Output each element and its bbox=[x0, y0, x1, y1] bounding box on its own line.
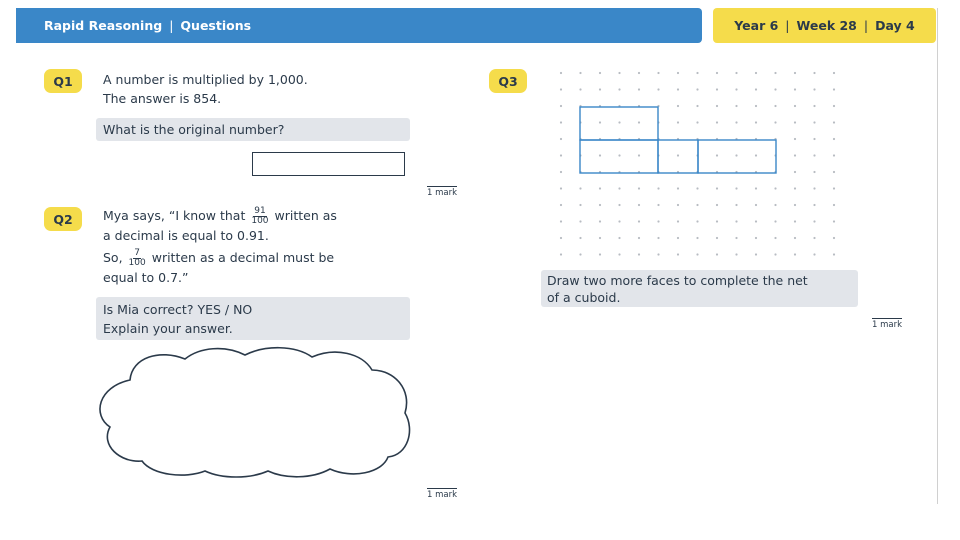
header-subtitle: Questions bbox=[180, 18, 252, 33]
q1-line-2: The answer is 854. bbox=[103, 91, 222, 106]
q3-mark: 1 mark bbox=[872, 320, 903, 330]
grid-dot bbox=[579, 220, 581, 222]
grid-dot bbox=[833, 138, 835, 140]
grid-dot bbox=[813, 204, 815, 206]
q2-line-1-start: Mya says, “I know that bbox=[103, 208, 246, 223]
year-label: Year 6 bbox=[734, 18, 779, 33]
grid-dot bbox=[618, 72, 620, 74]
grid-dot bbox=[716, 121, 718, 123]
grid-dot bbox=[560, 237, 562, 239]
grid-dot bbox=[833, 220, 835, 222]
q1-answer-input[interactable] bbox=[252, 152, 405, 176]
grid-dot bbox=[716, 204, 718, 206]
grid-dot bbox=[657, 237, 659, 239]
page-right-border bbox=[937, 8, 938, 504]
q1-mark: 1 mark bbox=[427, 188, 458, 198]
fraction-7-100 bbox=[129, 249, 146, 268]
q2-line-3-end: written as a decimal must be bbox=[151, 250, 335, 265]
grid-dot bbox=[696, 220, 698, 222]
grid-dot bbox=[696, 253, 698, 255]
grid-dot bbox=[599, 204, 601, 206]
grid-dot bbox=[794, 253, 796, 255]
net-face-1 bbox=[580, 140, 658, 173]
grid-dot bbox=[813, 253, 815, 255]
q1-prompt: What is the original number? bbox=[103, 122, 285, 137]
grid-dot bbox=[696, 105, 698, 107]
grid-dot bbox=[735, 187, 737, 189]
grid-dot bbox=[813, 121, 815, 123]
grid-dot bbox=[833, 253, 835, 255]
grid-dot bbox=[677, 220, 679, 222]
grid-dot bbox=[755, 237, 757, 239]
q2-line-3-start: So, bbox=[103, 250, 123, 265]
grid-dot bbox=[560, 253, 562, 255]
grid-dot bbox=[599, 88, 601, 90]
grid-dot bbox=[657, 88, 659, 90]
grid-dot bbox=[579, 253, 581, 255]
grid-dot bbox=[560, 154, 562, 156]
grid-dot bbox=[735, 237, 737, 239]
header-bar bbox=[16, 8, 702, 43]
grid-dot bbox=[696, 72, 698, 74]
grid-dot bbox=[774, 237, 776, 239]
grid-dot bbox=[618, 154, 620, 156]
grid-dot bbox=[774, 121, 776, 123]
grid-dot bbox=[735, 88, 737, 90]
q3-dot-grid[interactable] bbox=[540, 60, 850, 265]
grid-dot bbox=[599, 72, 601, 74]
grid-dot bbox=[560, 121, 562, 123]
q2-badge: Q2 bbox=[44, 207, 82, 231]
grid-dot bbox=[716, 237, 718, 239]
grid-dot bbox=[794, 121, 796, 123]
grid-dot bbox=[657, 204, 659, 206]
grid-dot bbox=[735, 204, 737, 206]
header-separator: | bbox=[169, 18, 174, 33]
grid-dot bbox=[657, 220, 659, 222]
grid-dot bbox=[599, 237, 601, 239]
week-label: Week 28 bbox=[796, 18, 857, 33]
grid-dot bbox=[813, 138, 815, 140]
q1-line-1: A number is multiplied by 1,000. bbox=[103, 72, 308, 87]
grid-dot bbox=[560, 204, 562, 206]
grid-dot bbox=[677, 121, 679, 123]
grid-dot bbox=[579, 204, 581, 206]
grid-dot bbox=[560, 187, 562, 189]
grid-dot bbox=[833, 121, 835, 123]
cuboid-net bbox=[580, 107, 776, 173]
grid-dot bbox=[813, 72, 815, 74]
grid-dot bbox=[716, 253, 718, 255]
q1-badge: Q1 bbox=[44, 69, 82, 93]
grid-dot bbox=[677, 253, 679, 255]
grid-dot bbox=[677, 105, 679, 107]
grid-dot bbox=[716, 187, 718, 189]
grid-dot bbox=[716, 154, 718, 156]
grid-dot bbox=[774, 105, 776, 107]
grid-dot bbox=[618, 220, 620, 222]
grid-dot bbox=[755, 105, 757, 107]
q2-prompt-1: Is Mia correct? YES / NO bbox=[103, 302, 253, 317]
grid-dot bbox=[755, 154, 757, 156]
grid-dot bbox=[716, 72, 718, 74]
grid-dot bbox=[716, 105, 718, 107]
q2-mark: 1 mark bbox=[427, 490, 458, 500]
grid-dot bbox=[599, 121, 601, 123]
grid-dot bbox=[696, 88, 698, 90]
grid-dot bbox=[560, 220, 562, 222]
q2-prompt-2: Explain your answer. bbox=[103, 321, 233, 336]
fraction-numerator: 91 bbox=[254, 206, 266, 216]
grid-dot bbox=[560, 72, 562, 74]
grid-dot bbox=[794, 105, 796, 107]
q3-prompt-1: Draw two more faces to complete the net bbox=[547, 273, 808, 288]
grid-dot bbox=[638, 220, 640, 222]
grid-dot bbox=[638, 187, 640, 189]
grid-dot bbox=[755, 220, 757, 222]
grid-dot bbox=[599, 187, 601, 189]
day-label: Day 4 bbox=[875, 18, 915, 33]
grid-dot bbox=[638, 154, 640, 156]
grid-dot bbox=[560, 171, 562, 173]
fraction-numerator: 7 bbox=[134, 248, 140, 258]
grid-dot bbox=[579, 237, 581, 239]
grid-dot bbox=[716, 88, 718, 90]
grid-dot bbox=[794, 88, 796, 90]
grid-dot bbox=[774, 220, 776, 222]
grid-dot bbox=[794, 154, 796, 156]
grid-dot bbox=[657, 72, 659, 74]
grid-dot bbox=[833, 171, 835, 173]
grid-dot bbox=[794, 220, 796, 222]
net-face-top bbox=[580, 107, 658, 140]
grid-dot bbox=[833, 154, 835, 156]
grid-dot bbox=[560, 105, 562, 107]
grid-dot bbox=[618, 88, 620, 90]
grid-dot bbox=[696, 121, 698, 123]
q2-line-4: equal to 0.7.” bbox=[103, 270, 189, 285]
grid-dot bbox=[560, 88, 562, 90]
grid-dot bbox=[813, 187, 815, 189]
grid-dot bbox=[774, 88, 776, 90]
grid-dot bbox=[696, 204, 698, 206]
grid-dot bbox=[579, 88, 581, 90]
grid-dot bbox=[638, 121, 640, 123]
grid-dot bbox=[638, 88, 640, 90]
grid-dot bbox=[735, 253, 737, 255]
grid-dot bbox=[794, 72, 796, 74]
grid-dot bbox=[638, 72, 640, 74]
grid-dot bbox=[755, 204, 757, 206]
grid-dot bbox=[677, 88, 679, 90]
grid-dot bbox=[735, 121, 737, 123]
grid-dot bbox=[833, 105, 835, 107]
fraction-denominator: 100 bbox=[251, 216, 269, 226]
grid-dot bbox=[833, 88, 835, 90]
grid-dot bbox=[833, 237, 835, 239]
net-face-3 bbox=[698, 140, 776, 173]
grid-dot bbox=[677, 154, 679, 156]
grid-dot bbox=[755, 72, 757, 74]
grid-dot bbox=[560, 138, 562, 140]
grid-dot bbox=[813, 171, 815, 173]
q3-badge: Q3 bbox=[489, 69, 527, 93]
grid-dot bbox=[638, 253, 640, 255]
grid-dot bbox=[774, 72, 776, 74]
grid-dot bbox=[755, 88, 757, 90]
grid-dot bbox=[579, 72, 581, 74]
grid-dot bbox=[677, 72, 679, 74]
fraction-denominator: 100 bbox=[128, 258, 146, 268]
grid-dot bbox=[833, 187, 835, 189]
grid-dot bbox=[696, 237, 698, 239]
header-title: Rapid Reasoning bbox=[44, 18, 163, 33]
q3-prompt-2: of a cuboid. bbox=[547, 290, 621, 305]
grid-dot bbox=[755, 121, 757, 123]
week-separator-2: | bbox=[863, 18, 869, 33]
q3-prompt-box bbox=[541, 270, 858, 307]
fraction-91-100 bbox=[251, 207, 268, 226]
grid-dot bbox=[813, 220, 815, 222]
grid-dot bbox=[833, 204, 835, 206]
grid-dot bbox=[833, 72, 835, 74]
q2-answer-cloud[interactable] bbox=[90, 345, 420, 480]
grid-dot bbox=[735, 72, 737, 74]
grid-dot bbox=[677, 187, 679, 189]
grid-dot bbox=[677, 204, 679, 206]
week-separator-1: | bbox=[785, 18, 790, 33]
grid-dot bbox=[716, 220, 718, 222]
q2-prompt-box bbox=[96, 297, 410, 340]
q2-question bbox=[103, 206, 337, 288]
grid-dot bbox=[794, 187, 796, 189]
grid-dot bbox=[657, 253, 659, 255]
grid-dot bbox=[735, 220, 737, 222]
grid-dot bbox=[794, 204, 796, 206]
grid-dot bbox=[794, 138, 796, 140]
q1-prompt-box bbox=[96, 118, 410, 141]
grid-dot bbox=[813, 88, 815, 90]
q2-line-2: a decimal is equal to 0.91. bbox=[103, 228, 269, 243]
grid-dot bbox=[813, 105, 815, 107]
q2-line-1-end: written as bbox=[274, 208, 337, 223]
grid-dot bbox=[696, 187, 698, 189]
grid-dot bbox=[638, 237, 640, 239]
grid-dot bbox=[813, 237, 815, 239]
grid-dot bbox=[813, 154, 815, 156]
grid-dot bbox=[618, 187, 620, 189]
grid-dot bbox=[638, 204, 640, 206]
grid-dot bbox=[755, 253, 757, 255]
grid-dot bbox=[599, 154, 601, 156]
grid-dot bbox=[774, 187, 776, 189]
grid-dot bbox=[735, 154, 737, 156]
grid-dot bbox=[657, 187, 659, 189]
grid-dot bbox=[774, 253, 776, 255]
grid-dot bbox=[618, 237, 620, 239]
grid-dot bbox=[755, 187, 757, 189]
q1-question bbox=[103, 70, 308, 108]
week-info-box bbox=[713, 8, 936, 43]
grid-dot bbox=[618, 253, 620, 255]
grid-dot bbox=[774, 204, 776, 206]
grid-dot bbox=[677, 237, 679, 239]
grid-dot bbox=[618, 204, 620, 206]
grid-dot bbox=[794, 171, 796, 173]
grid-dot bbox=[599, 220, 601, 222]
grid-dot bbox=[735, 105, 737, 107]
q2-line-3 bbox=[103, 248, 337, 268]
q2-line-1 bbox=[103, 206, 337, 226]
grid-dot bbox=[618, 121, 620, 123]
grid-dot bbox=[794, 237, 796, 239]
grid-dot bbox=[579, 187, 581, 189]
grid-dot bbox=[599, 253, 601, 255]
